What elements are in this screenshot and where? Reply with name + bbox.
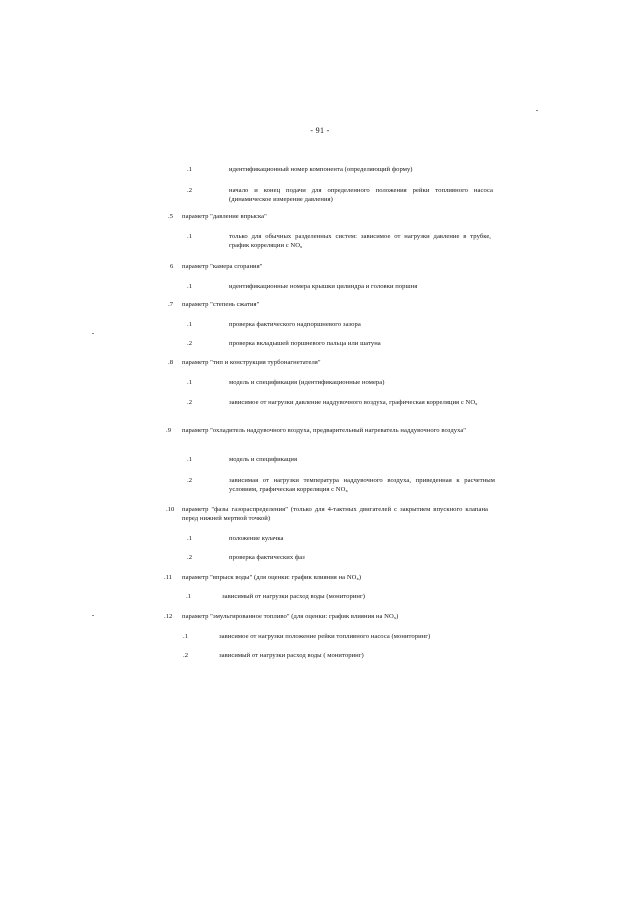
section-item [164,573,504,583]
subscript: x [300,244,303,249]
subscript: x [345,488,348,493]
item-text-main: параметр "эмульгированное топливо" (для оценки: график влияния на NO [182,613,394,620]
list-item [187,165,507,175]
item-text [182,612,502,621]
item-number: .9 [166,427,172,434]
item-text: зависимое от нагрузки положение рейки топливного насоса (мониторинг) [219,633,431,640]
item-text: параметр "степень сжатия" [182,301,260,308]
item-number: .5 [168,213,174,220]
list-item [187,186,507,205]
item-number: .2 [187,340,193,347]
list-item [187,476,507,496]
item-number: .1 [187,283,193,290]
item-text-main: параметр "впрыск воды" (для оценки: график влияния на NO [182,574,357,581]
list-item [183,632,503,642]
subscript: x [393,615,397,620]
item-text: идентификационные номера крышки цилиндра и головки поршня [229,283,418,290]
section-item [170,262,510,272]
page-number: - 91 - [310,126,330,135]
list-item [186,592,506,602]
item-number: .7 [168,301,174,308]
item-number: .2 [187,187,193,194]
item-text-tail: ) [358,574,362,581]
item-text-main: зависимое от нагрузки давление наддувочного воздуха, графическая корреляция с NO [229,399,476,406]
item-text: модель и спецификация [229,456,298,463]
section-item [166,505,506,525]
item-number: .1 [187,321,193,328]
item-number: .10 [166,506,175,513]
item-number: .2 [187,477,193,484]
list-item [187,398,507,418]
section-item [168,300,508,310]
scan-speck [536,110,538,111]
item-number: .1 [187,535,193,542]
item-number: .11 [164,574,173,581]
list-item [187,282,507,292]
list-item [187,553,507,563]
list-item [187,320,507,330]
item-number: .1 [187,166,193,173]
scan-speck [92,615,94,616]
section-item [168,212,508,222]
item-number: .1 [187,456,193,463]
item-text: зависимый от нагрузки расход воды (мониторинг) [222,593,365,600]
item-number: .8 [168,359,174,366]
item-text: начало и конец подачи для определенного положения рейки топливного насоса (динамическое измерение давления) [229,187,493,203]
list-item [183,651,503,661]
item-text: проверка фактического надпоршневого зазора [229,321,361,328]
item-text: зависимый от нагрузки расход воды ( мониторинг) [219,652,364,659]
subscript: x [356,576,359,581]
item-number: .2 [187,554,193,561]
item-text: параметр "давление впрыска" [182,213,267,220]
item-number: .1 [183,633,189,640]
list-item [187,534,507,544]
item-text-main: только для обычных разделенных систем: зависимое от нагрузки давление в трубке, график корреляции с NO [229,233,491,249]
item-number: .2 [187,399,193,406]
item-number: .1 [186,593,192,600]
list-item [187,378,507,388]
item-text [229,232,491,250]
item-text: параметр "фазы газораспределения" (только для 4-тактных двигателей с закрытием впускного клапана перед нижней мертвой точкой) [182,506,488,522]
scan-speck [92,333,94,334]
item-text [229,476,495,494]
item-text-tail: ) [396,613,399,620]
item-text: параметр "тип и конструкция турбонагнетателя" [182,359,321,366]
item-number: .12 [164,613,173,620]
item-text: проверка вкладышей поршневого пальца или шатуна [229,340,381,347]
section-item [164,612,504,622]
item-text: параметр "камера сгорания" [182,263,263,270]
item-text: проверка фактических фаз [229,554,305,561]
section-item [168,358,508,368]
item-number: .1 [187,233,193,240]
item-text-main: зависимая от нагрузки температура наддувочного воздуха, приведенная к расчетным условиям, графическая корреляция с NO [229,477,495,493]
item-text [229,398,495,407]
list-item [187,455,507,465]
list-item [187,339,507,349]
item-text: положение кулачка [229,535,284,542]
item-text: модель и спецификация (идентификационные номера) [229,379,385,386]
item-number: .2 [183,652,189,659]
subscript: x [475,401,478,406]
item-text: идентификационный номер компонента (определяющий форму) [229,166,413,173]
list-item [187,232,507,252]
item-number: 6 [170,263,174,270]
item-text [182,573,502,582]
section-item [166,426,506,446]
item-number: .1 [187,379,193,386]
item-text: параметр "охладитель наддувочного воздуха, предварительный нагреватель наддувочного воздуха" [182,427,467,434]
